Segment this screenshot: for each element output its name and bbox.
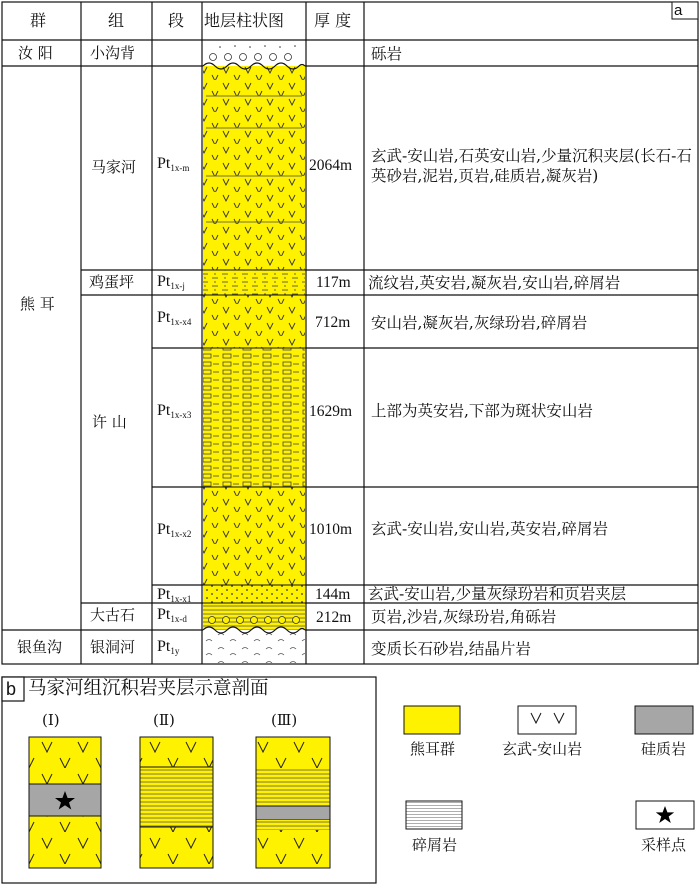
formation-majiahe: 马家河 bbox=[91, 158, 137, 176]
panel-a-label: a bbox=[674, 2, 683, 19]
lithology-x3: 上部为英安岩,下部为斑状安山岩 bbox=[371, 402, 593, 420]
member-x1: $Pt_{1x-x1}$ bbox=[157, 586, 192, 604]
legend-clastic-label: 碎屑岩 bbox=[412, 836, 458, 854]
section-1-label: (Ⅰ) bbox=[42, 711, 60, 729]
thickness-x3: 1629m bbox=[309, 403, 353, 420]
section-2-column bbox=[140, 737, 213, 868]
lithology-x4: 安山岩,凝灰岩,灰绿玢岩,碎屑岩 bbox=[371, 314, 588, 332]
xushan-x1-layer bbox=[203, 585, 305, 603]
lithology-x1: 玄武-安山岩,少量灰绿玢岩和页岩夹层 bbox=[368, 585, 627, 603]
lined-pattern-icon bbox=[406, 801, 462, 829]
lithology-majiahe: 玄武-安山岩,石英安山岩,少量沉积夹层(长石-石英砂岩,泥岩,页岩,硅质岩,凝灰岩) bbox=[371, 147, 692, 185]
member-dagushi: $Pt_{1x-d}$ bbox=[157, 606, 187, 624]
member-majiahe: $Pt_{1x-m}$ bbox=[157, 155, 190, 173]
header-formation: 组 bbox=[108, 11, 125, 30]
legend-sample-label: 采样点 bbox=[641, 836, 687, 854]
lithology-jidanping: 流纹岩,英安岩,凝灰岩,安山岩,碎屑岩 bbox=[368, 274, 621, 292]
xushan-x4-layer bbox=[203, 295, 305, 348]
formation-yindonghe: 银洞河 bbox=[90, 638, 136, 656]
legend-xionger-label: 熊耳群 bbox=[410, 740, 456, 758]
lithology-yindonghe: 变质长石砂岩,结晶片岩 bbox=[371, 640, 531, 658]
yellow-swatch-icon bbox=[404, 706, 460, 734]
panel-b-title: 马家河组沉积岩夹层示意剖面 bbox=[28, 678, 269, 699]
panel-b-label: b bbox=[6, 679, 17, 699]
member-yindonghe: $Pt_{1y}$ bbox=[157, 638, 180, 656]
legend-basalt-andesite-label: 玄武-安山岩 bbox=[502, 740, 583, 758]
lithology-x2: 玄武-安山岩,安山岩,英安岩,碎屑岩 bbox=[371, 520, 609, 538]
section-3-label: (Ⅲ) bbox=[271, 711, 298, 729]
section-1-column bbox=[29, 737, 101, 868]
section-3-column bbox=[256, 737, 330, 868]
formation-jidanping: 鸡蛋坪 bbox=[89, 273, 135, 291]
thickness-jidanping: 117m bbox=[316, 274, 351, 291]
jidanping-layer bbox=[203, 270, 305, 295]
thickness-x1: 144m bbox=[315, 586, 351, 603]
header-group: 群 bbox=[30, 11, 47, 30]
thickness-x2: 1010m bbox=[309, 521, 353, 538]
xushan-x3-layer bbox=[203, 348, 305, 487]
lithology-dagushi: 页岩,沙岩,灰绿玢岩,角砾岩 bbox=[371, 608, 557, 626]
member-x2: $Pt_{1x-x2}$ bbox=[157, 521, 192, 539]
formation-xiaogoubei: 小沟背 bbox=[90, 44, 136, 62]
lithology-xiaogoubei: 砾岩 bbox=[371, 45, 403, 63]
star-icon bbox=[636, 801, 694, 829]
header-thickness: 厚 度 bbox=[314, 11, 352, 30]
formation-xushan: 许 山 bbox=[92, 413, 127, 431]
xushan-x2-layer bbox=[203, 487, 305, 585]
majiahe-layer bbox=[203, 66, 305, 270]
formation-dagushi: 大古石 bbox=[90, 606, 136, 624]
v-pattern-icon bbox=[518, 706, 576, 734]
gray-swatch-icon bbox=[635, 706, 693, 734]
header-member: 段 bbox=[168, 11, 185, 30]
member-x3: $Pt_{1x-x3}$ bbox=[157, 402, 192, 420]
group-xionger: 熊 耳 bbox=[20, 295, 55, 313]
panel-a-table bbox=[2, 2, 698, 664]
section-2-label: (Ⅱ) bbox=[153, 711, 175, 729]
strat-column bbox=[203, 41, 305, 663]
group-ruyang: 汝 阳 bbox=[18, 44, 53, 62]
thickness-majiahe: 2064m bbox=[309, 157, 353, 174]
legend-chert-label: 硅质岩 bbox=[641, 740, 687, 758]
group-yinyugou: 银鱼沟 bbox=[17, 638, 63, 656]
header-column: 地层柱状图 bbox=[204, 11, 285, 30]
member-x4: $Pt_{1x-x4}$ bbox=[157, 309, 192, 327]
thickness-dagushi: 212m bbox=[316, 609, 352, 626]
yinyugou-layer bbox=[203, 630, 305, 663]
thickness-x4: 712m bbox=[315, 314, 351, 331]
member-jidanping: $Pt_{1x-j}$ bbox=[157, 273, 185, 291]
